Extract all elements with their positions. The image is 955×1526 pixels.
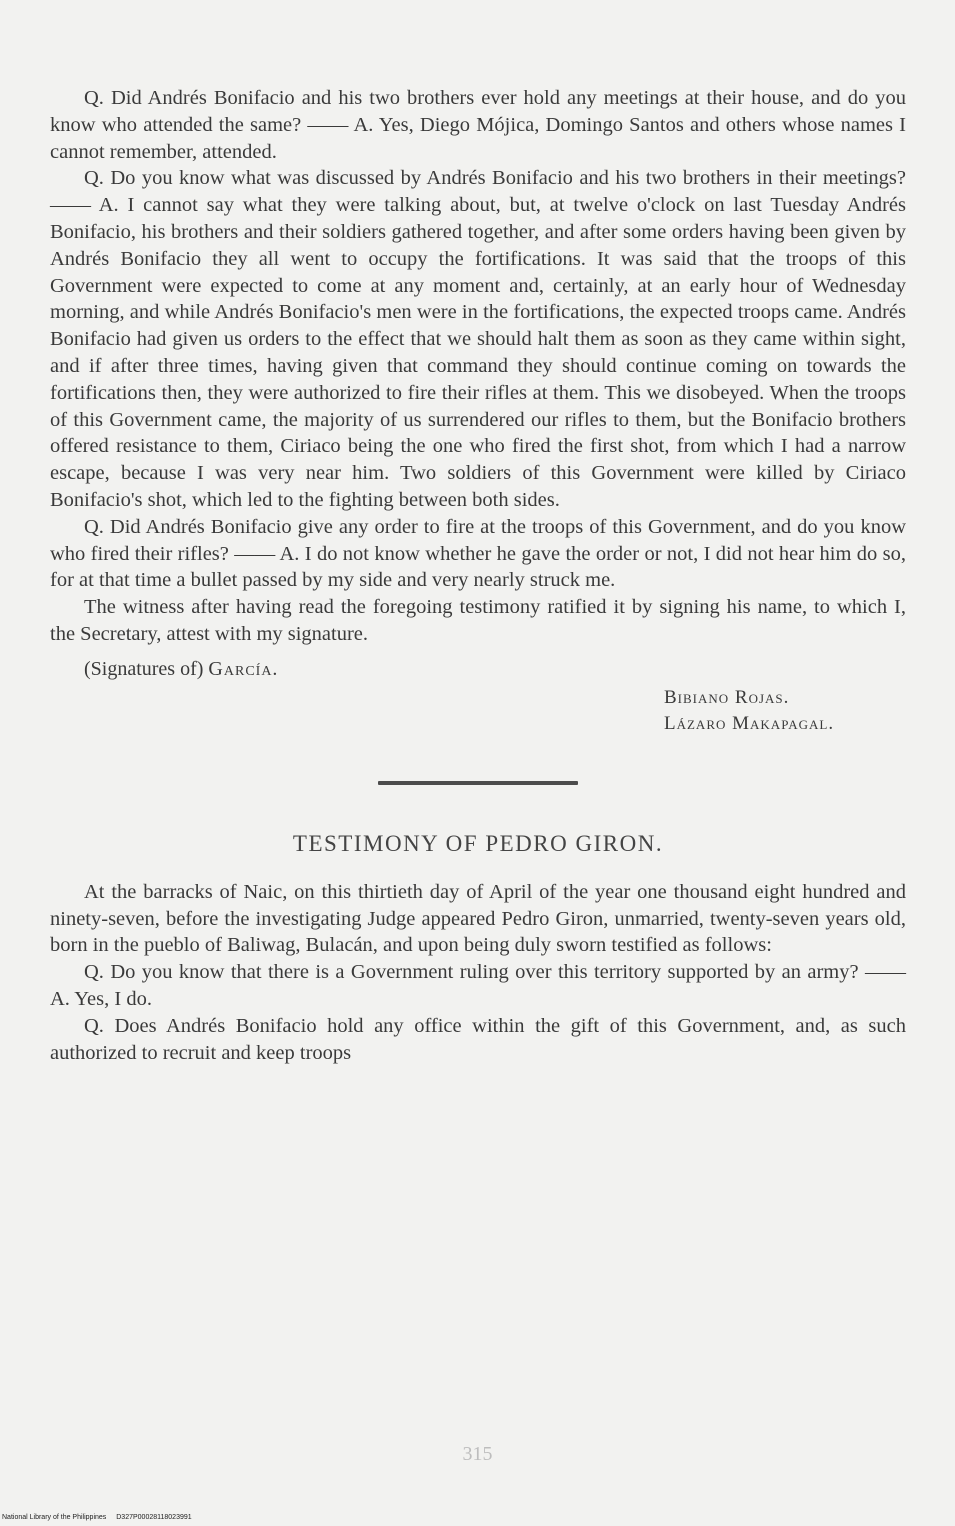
section-heading: TESTIMONY OF PEDRO GIRON. [292, 830, 664, 856]
footer-code: D327P00028118023991 [116, 1514, 192, 1521]
signature-garcia: García. [208, 657, 279, 680]
document-page [50, 85, 906, 1066]
testimony-paragraph: Q. Did Andrés Bonifacio and his two brothers ever hold any meetings at their house, and do you know who attended the same? —— A. Yes, Diego Mójica, Domingo Santos and others whose names I cannot remember, attended. [50, 87, 906, 163]
testimony-section-2 [50, 879, 906, 1067]
section-divider [378, 781, 578, 785]
testimony-paragraph: Q. Do you know what was discussed by Andrés Bonifacio and his two brothers in their meetings? —— A. I cannot say what they were talking about, but, at twelve o'clock on last Tuesday Andrés Bonifacio, his brothers and their soldiers gathered together, and after some orders having been given by Andrés Bonifacio they all went to occupy the fortifications. It was said that the troops of this Government were expected to come at any moment and, certainly, at an early hour of Wednesday morning, and while Andrés Bonifacio's men were in the fortifications, the expected troops came. Andrés Bonifacio had given us orders to the effect that we should halt them as soon as they came within sight, and if after three times, having given that command they should continue coming on towards the fortifications then, they were authorized to fire their rifles at them. This we disobeyed. When the troops of this Government came, the majority of us surrendered our rifles to them, but the Bonifacio brothers offered resistance to them, Ciriaco being the one who fired the first shot, from which I had a narrow escape, because I was very near him. Two soldiers of this Government were killed by Ciriaco Bonifacio's shot, which led to the fighting between both sides. [50, 167, 906, 511]
testimony-paragraph: Q. Does Andrés Bonifacio hold any office within the gift of this Government, and, as such authorized to recruit and keep troops [50, 1014, 906, 1064]
scan-footer [2, 1514, 200, 1521]
testimony-paragraph: Q. Do you know that there is a Government ruling over this territory supported by an army? —— A. Yes, I do. [50, 961, 906, 1010]
signature-block [50, 685, 906, 737]
testimony-paragraph: Q. Did Andrés Bonifacio give any order to fire at the troops of this Government, and do you know who fired their rifles? —— A. I do not know whether he gave the order or not, I did not hear him do so, for at that time a bullet passed by my side and very nearly struck me. [50, 515, 906, 592]
signatures-prefix: (Signatures of) [84, 657, 204, 680]
signatures-line [50, 658, 906, 681]
page-number: 315 [462, 1443, 493, 1465]
signature-makapagal: Lázaro Makapagal. [664, 712, 835, 734]
signature-rojas: Bibiano Rojas. [664, 686, 790, 708]
testimony-paragraph: The witness after having read the foregoing testimony ratified it by signing his name, to which I, the Secretary, attest with my signature. [50, 596, 906, 645]
testimony-paragraph: At the barracks of Naic, on this thirtieth day of April of the year one thousand eight hundred and ninety-seven, before the investigating Judge appeared Pedro Giron, unmarried, twenty-seven years old, born in the pueblo of Baliwag, Bulacán, and upon being duly sworn testified as follows: [50, 880, 906, 957]
footer-library: National Library of the Philippines [2, 1514, 107, 1521]
